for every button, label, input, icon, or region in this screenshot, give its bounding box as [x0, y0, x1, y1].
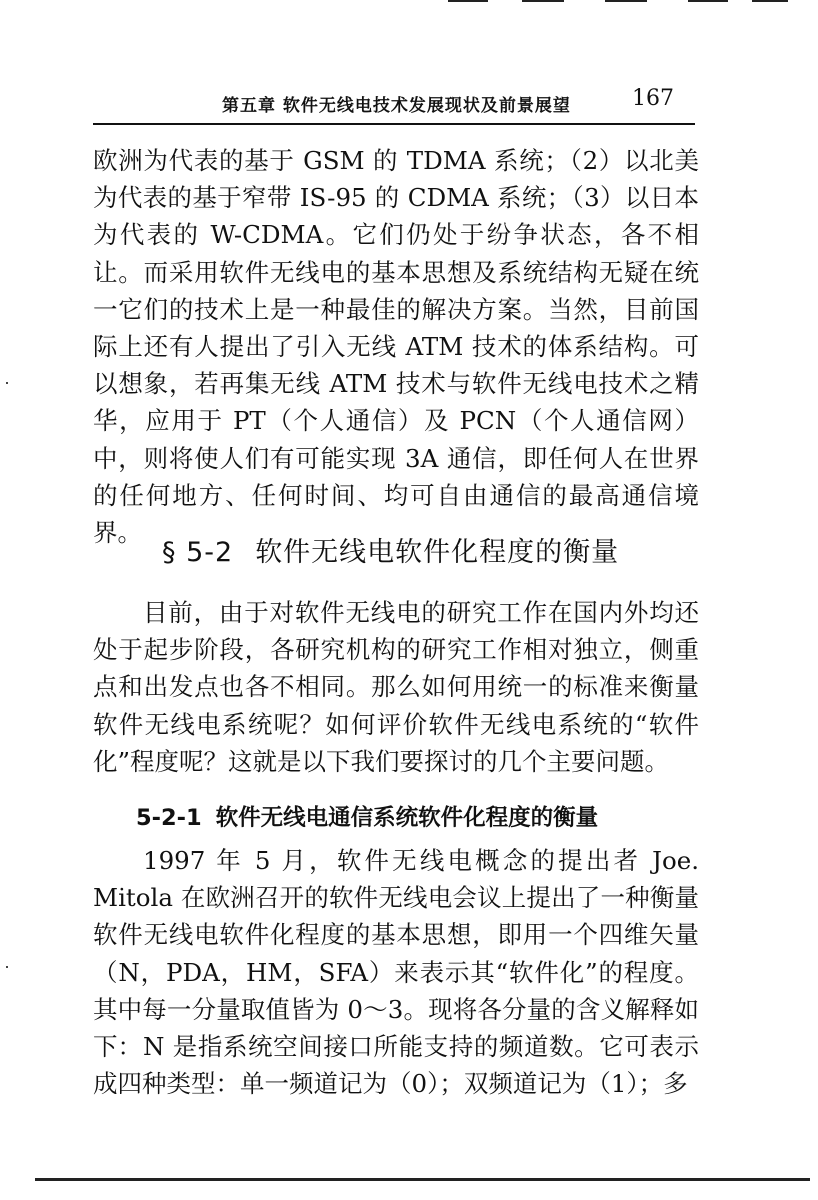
page-number: 167	[632, 86, 674, 111]
subsection-heading	[136, 800, 598, 832]
subsection-title: 软件无线电通信系统软件化程度的衡量	[215, 805, 599, 831]
paragraph-mitola: 1997 年 5 月，软件无线电概念的提出者 Joe. Mitola 在欧洲召开的软件无线电会议上提出了一种衡量软件无线电软件化程度的基本思想，即用一个四维矢量（N，PDA，HM，SFA）来表示其“软件化”的程度。其中每一分量取值皆为 0～3。现将各分量的含义解释如下：	[93, 846, 699, 1062]
subsection-number: 5-2-1	[136, 805, 202, 831]
scan-bottom-edge	[35, 1178, 810, 1181]
scan-top-marks	[0, 0, 818, 12]
paragraph-n-definition: N 是指系统空间接口所能支持的频道数。它可表示成四种类型：单一频道记为（0）；双频道记为（1）；多	[93, 1032, 699, 1099]
paragraph-continuation: 欧洲为代表的基于 GSM 的 TDMA 系统；（2）以北美为代表的基于窄带 IS-95 的 CDMA 系统；（3）以日本为代表的 W-CDMA。它们仍处于纷争状态，各不相让。而采用软件无线电的基本思想及系统结构无疑在统一它们的技术上是一种最佳的解决方案。当然，目前国际上还有人提出了引入无线 ATM 技术的体系结构。可以想象，若再集无线 ATM 技术与软件无线电技术之精华，应用于 PT（个人通信）及 PCN（个人通信网）中，则将使人们有可能实现 3A 通信，即任何人在世界的任何地方、任何时间、均可自由通信的最高通信境界。	[93, 146, 699, 548]
paragraph-intro: 目前，由于对软件无线电的研究工作在国内外均还处于起步阶段，各研究机构的研究工作相对独立，侧重点和出发点也各不相同。那么如何用统一的标准来衡量软件无线电系统呢？如何评价软件无线电系统的“软件化”程度呢？这就是以下我们要探讨的几个主要问题。	[93, 598, 699, 776]
scan-speck	[6, 382, 8, 384]
running-head: 第五章 软件无线电技术发展现状及前景展望	[222, 96, 571, 116]
section-number: § 5-2	[162, 537, 234, 568]
scan-speck	[6, 966, 8, 968]
section-title: 软件无线电软件化程度的衡量	[255, 537, 620, 568]
section-heading	[162, 530, 619, 569]
header-rule	[93, 123, 695, 125]
